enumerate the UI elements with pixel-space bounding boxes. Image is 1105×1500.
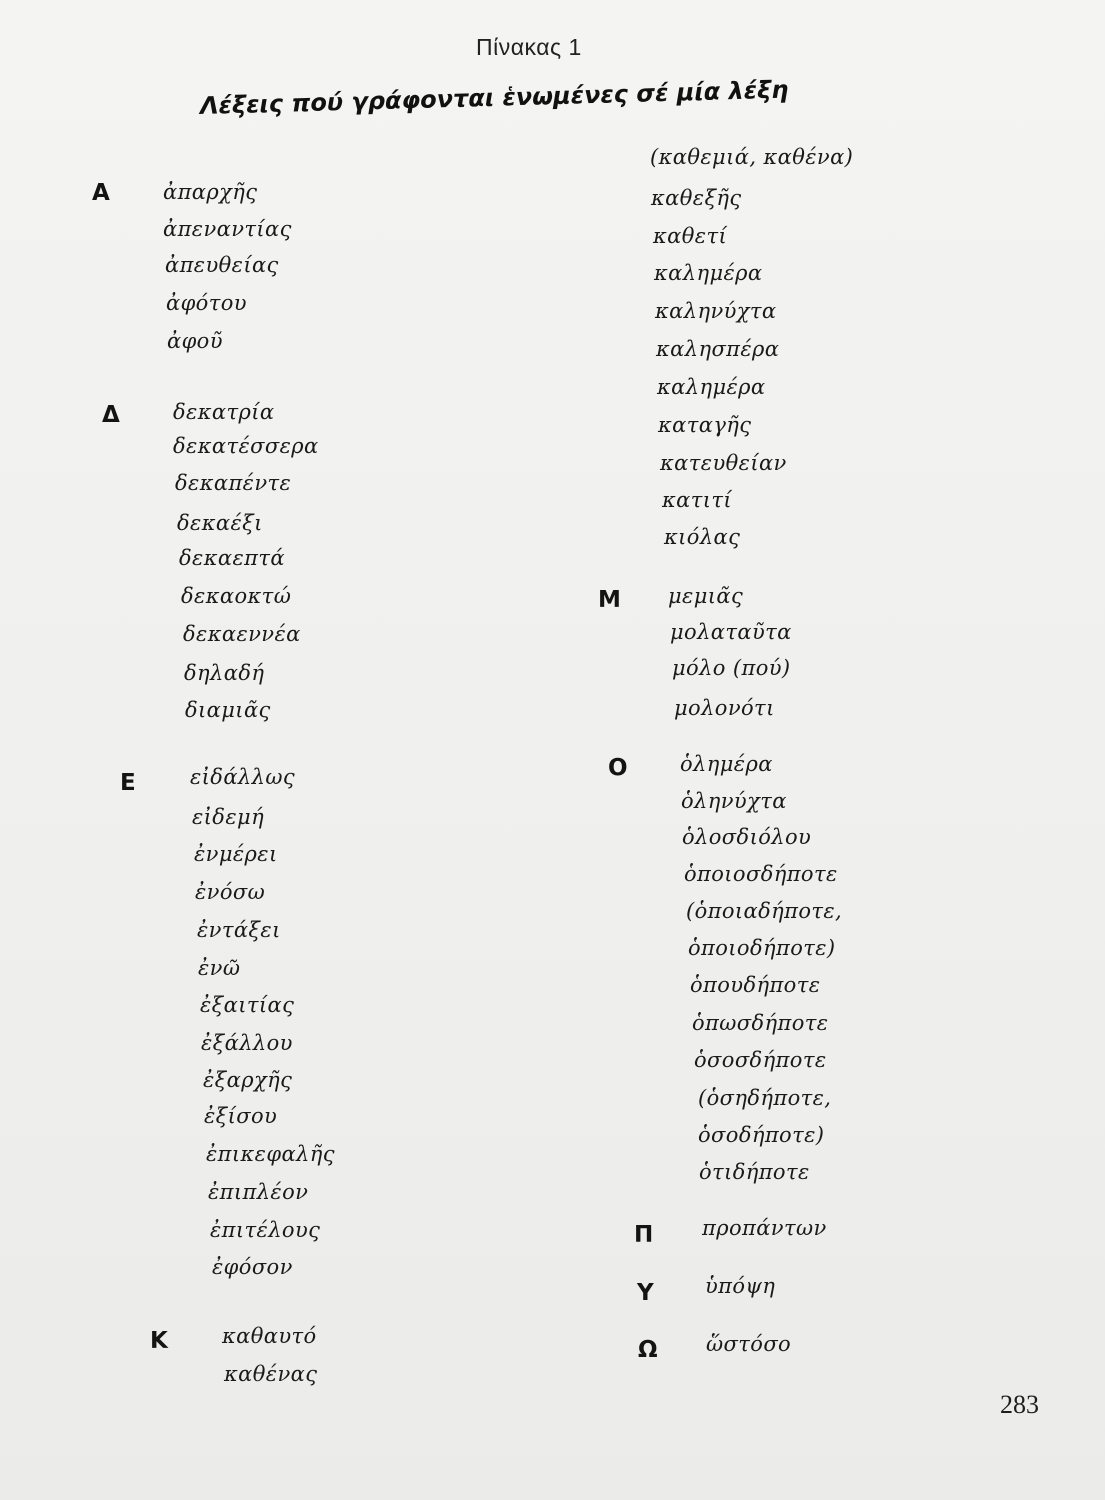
page-number: 283 — [1000, 1390, 1039, 1419]
word-entry: ἐπιπλέον — [208, 1180, 309, 1204]
word-entry: ὁποιοδήποτε) — [688, 936, 836, 960]
word-entry: ὁποιοσδήποτε — [684, 862, 838, 886]
word-entry: (ὁποιαδήποτε, — [686, 899, 843, 923]
word-entry: προπάντων — [702, 1216, 827, 1240]
word-entry: κατιτί — [662, 488, 733, 512]
word-entry: ἐπικεφαλῆς — [206, 1142, 335, 1166]
word-entry: ἀφότου — [166, 291, 247, 315]
word-entry: ἐνμέρει — [194, 842, 278, 866]
section-letter: Ω — [638, 1337, 658, 1363]
word-entry: ὁσοσδήποτε — [694, 1048, 827, 1072]
word-entry: καθετί — [653, 224, 728, 248]
word-entry: μεμιᾶς — [668, 584, 744, 608]
word-entry: δεκαπέντε — [175, 471, 292, 495]
word-entry: ἀπαρχῆς — [163, 180, 258, 204]
word-entry: ἐνῶ — [198, 956, 241, 980]
section-letter: Π — [634, 1222, 654, 1248]
word-entry: δεκαεπτά — [179, 546, 285, 570]
word-entry: ἐξαρχῆς — [203, 1068, 293, 1092]
word-entry: δεκαεννέα — [183, 622, 301, 646]
word-entry: καλησπέρα — [656, 337, 780, 361]
word-entry: μόλο (πού) — [672, 656, 791, 680]
word-entry: ὁσοδήποτε) — [698, 1123, 825, 1147]
word-entry: ἐπιτέλους — [210, 1218, 321, 1242]
word-entry: ὑπόψη — [705, 1274, 776, 1298]
table-label: Πίνακας 1 — [476, 34, 582, 60]
word-entry: ἐξαιτίας — [200, 993, 295, 1017]
section-letter: Μ — [598, 587, 621, 613]
word-entry: δεκατρία — [173, 400, 275, 424]
word-entry: κατευθείαν — [660, 451, 787, 475]
word-entry: καθεξῆς — [651, 186, 742, 210]
word-entry: ὁπωσδήποτε — [692, 1011, 829, 1035]
section-letter: Ο — [608, 755, 628, 781]
word-entry: ἐξίσου — [204, 1104, 278, 1128]
section-letter: Ε — [120, 770, 136, 796]
word-entry: δεκατέσσερα — [173, 434, 319, 458]
word-entry: καθένας — [224, 1362, 318, 1386]
word-entry: ὁπουδήποτε — [690, 973, 821, 997]
word-entry: ἀπεναντίας — [163, 217, 292, 241]
word-entry: καταγῆς — [658, 413, 752, 437]
word-entry: καληνύχτα — [655, 299, 777, 323]
word-entry: (ὁσηδήποτε, — [698, 1086, 832, 1110]
word-entry: ὁλημέρα — [680, 752, 773, 776]
word-entry: δεκαοκτώ — [181, 584, 292, 608]
word-entry: διαμιᾶς — [185, 698, 271, 722]
word-entry: καλημέρα — [654, 261, 763, 285]
word-entry: ἐφόσον — [212, 1255, 293, 1279]
word-entry: μολαταῦτα — [670, 620, 792, 644]
section-letter: Α — [92, 180, 110, 206]
word-entry: δεκαέξι — [177, 511, 263, 535]
word-entry: δηλαδή — [184, 661, 265, 685]
word-entry: ἐντάξει — [197, 918, 281, 942]
word-entry: καλημέρα — [657, 375, 766, 399]
word-entry: ὁληνύχτα — [681, 789, 787, 813]
word-entry: ἐνόσω — [195, 880, 266, 904]
word-entry: μολονότι — [674, 696, 775, 720]
word-entry: ὁλοσδιόλου — [682, 825, 812, 849]
word-entry: ἀφοῦ — [167, 329, 223, 353]
section-letter: Κ — [150, 1328, 168, 1354]
word-entry: εἰδεμή — [192, 805, 265, 829]
section-letter: Υ — [637, 1280, 654, 1306]
word-entry: κιόλας — [664, 525, 741, 549]
page-title: Λέξεις πού γράφονται ἑνωμένες σέ μία λέξη — [199, 75, 789, 120]
word-entry: (καθεμιά, καθένα) — [650, 145, 854, 169]
word-entry: ὁτιδήποτε — [699, 1160, 810, 1184]
word-entry: καθαυτό — [222, 1324, 317, 1348]
section-letter: Δ — [102, 402, 120, 428]
word-entry: ἐξάλλου — [201, 1031, 293, 1055]
word-entry: ὥστόσο — [706, 1332, 792, 1356]
word-entry: ἀπευθείας — [165, 253, 279, 277]
word-entry: εἰδάλλως — [190, 765, 296, 789]
